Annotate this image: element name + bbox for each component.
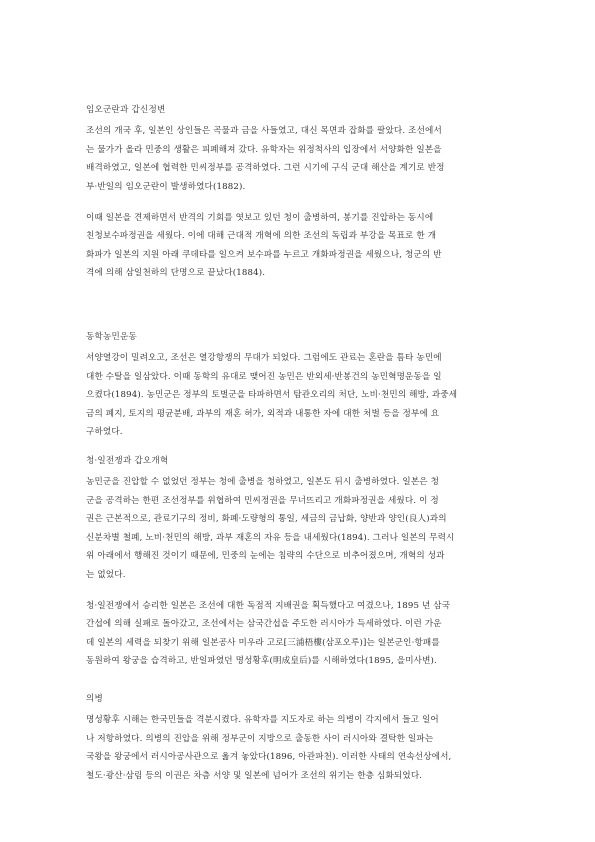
text-line: 구하였다. [86, 427, 123, 437]
text-line: 는 물가가 올라 민중의 생활은 피폐해져 갔다. 유학자는 위정척사의 입장에서 서양화한 일본을 [86, 144, 442, 155]
text-line: 화파가 일본의 지원 아래 쿠데타를 일으켜 보수파를 누르고 개화파정권을 세웠으나, 청군의 반 [86, 249, 442, 260]
text-line: 는 없었다. [86, 569, 126, 580]
paragraph [86, 476, 516, 581]
text-line: 조선의 개국 후, 일본인 상인들은 곡물과 금을 사들였고, 대신 목면과 잡화를 팔았다. 조선에서 [86, 126, 442, 136]
paragraph [86, 212, 516, 280]
section-heading: 청·일전쟁과 갑오개혁 [86, 456, 169, 466]
text-line: 신분차별 철폐, 노비·천민의 해방, 과부 재혼의 자유 등을 내세웠다(1894). 그러나 일본의 무력시 [86, 532, 455, 543]
text-line: 간섭에 의해 실패로 돌아갔고, 조선에서는 삼국간섭을 주도한 러시아가 득세하였다. 이런 가운 [86, 619, 442, 629]
text-line: 부·반일의 임오군란이 발생하였다(1882). [86, 181, 246, 192]
text-line: 친청보수파정권을 세웠다. 이에 대해 근대적 개혁에 의한 조선의 독립과 부강을 목표로 한 개 [86, 231, 437, 241]
section-heading: 의병 [86, 694, 104, 704]
text-line: 나 저항하였다. 의병의 진압을 위해 정부군이 지방으로 출동한 사이 러시아와 결탁한 일파는 [86, 733, 434, 744]
text-line: 격에 의해 삼일천하의 단명으로 끝났다(1884). [86, 268, 266, 278]
paragraph [86, 352, 516, 438]
text-line: 대한 수탈을 일삼았다. 이때 동학의 유대로 맺어진 농민은 반외세·반봉건의 농민혁명운동을 일 [86, 371, 442, 382]
text-line: 으켰다(1894). 농민군은 정부의 토벌군을 타파하면서 탐관오리의 처단, 노비·천민의 해방, 과중세 [86, 390, 458, 400]
section-sino-japanese-war [86, 455, 516, 674]
text-line: 데 일본의 세력을 되찾기 위해 일본공사 미우라 고로[三浦梧樓(삼포오루)]는 일본군인·항패를 [86, 637, 440, 648]
text-line: 군을 공격하는 한편 조선정부를 위협하여 민씨정권을 무너뜨리고 개화파정권을 세웠다. 이 정 [86, 495, 439, 506]
section-donghak [86, 331, 516, 445]
text-line: 철도·광산·삼림 등의 이권은 차츰 서양 및 일본에 넘어가 조선의 위기는 한층 심화되었다. [86, 770, 423, 781]
text-line: 서양열강이 밀려오고, 조선은 열강항쟁의 무대가 되었다. 그럼에도 관료는 혼란을 틈타 농민에 [86, 353, 442, 363]
text-line: 명성황후 시해는 한국민들을 격분시켰다. 유학자를 지도자로 하는 의병이 각지에서 들고 일어 [86, 715, 439, 725]
text-line: 배격하였고, 일본에 협력한 민씨정부를 공격하였다. 그런 시기에 구식 군대 해산을 계기로 반정 [86, 163, 445, 173]
paragraph [86, 125, 516, 193]
text-line: 동원하여 왕궁을 습격하고, 반일파였던 명성황후(明成皇后)를 시해하였다(1895, 을미사변). [86, 656, 437, 666]
paragraph [86, 600, 516, 668]
text-line: 위 아래에서 행해진 것이기 때문에, 민중의 눈에는 침략의 수단으로 비추어졌으며, 개혁의 성과 [86, 551, 445, 561]
section-righteous-army [86, 693, 516, 788]
section-heading: 임오군란과 갑신정변 [86, 105, 166, 115]
text-line: 금의 폐지, 토지의 평균분배, 과부의 재혼 허가, 외적과 내통한 자에 대한 처벌 등을 정부에 요 [86, 408, 440, 419]
text-line: 농민군을 진압할 수 없었던 정부는 청에 출병을 청하였고, 일본도 뒤시 출병하였다. 일본은 청 [86, 477, 440, 487]
section-heading: 동학농민운동 [86, 332, 138, 342]
text-line: 청·일전쟁에서 승리한 일본은 조선에 대한 독점적 지배권을 획득했다고 여겼으나, 1895 년 삼국 [86, 600, 451, 611]
text-line: 이때 일본을 견제하면서 반격의 기회를 엿보고 있던 청이 출병하여, 봉기를 진압하는 동시에 [86, 212, 434, 223]
text-line: 권은 근본적으로, 관료기구의 정비, 화폐·도량형의 통일, 세금의 금납화, 양반과 양인(良人)과의 [86, 514, 447, 524]
paragraph [86, 714, 516, 782]
text-line: 국왕을 왕궁에서 러시아공사관으로 옮겨 놓았다(1896, 아관파천). 이러한 사태의 연속선상에서, [86, 752, 452, 762]
section-imo-gapsin [86, 104, 516, 286]
